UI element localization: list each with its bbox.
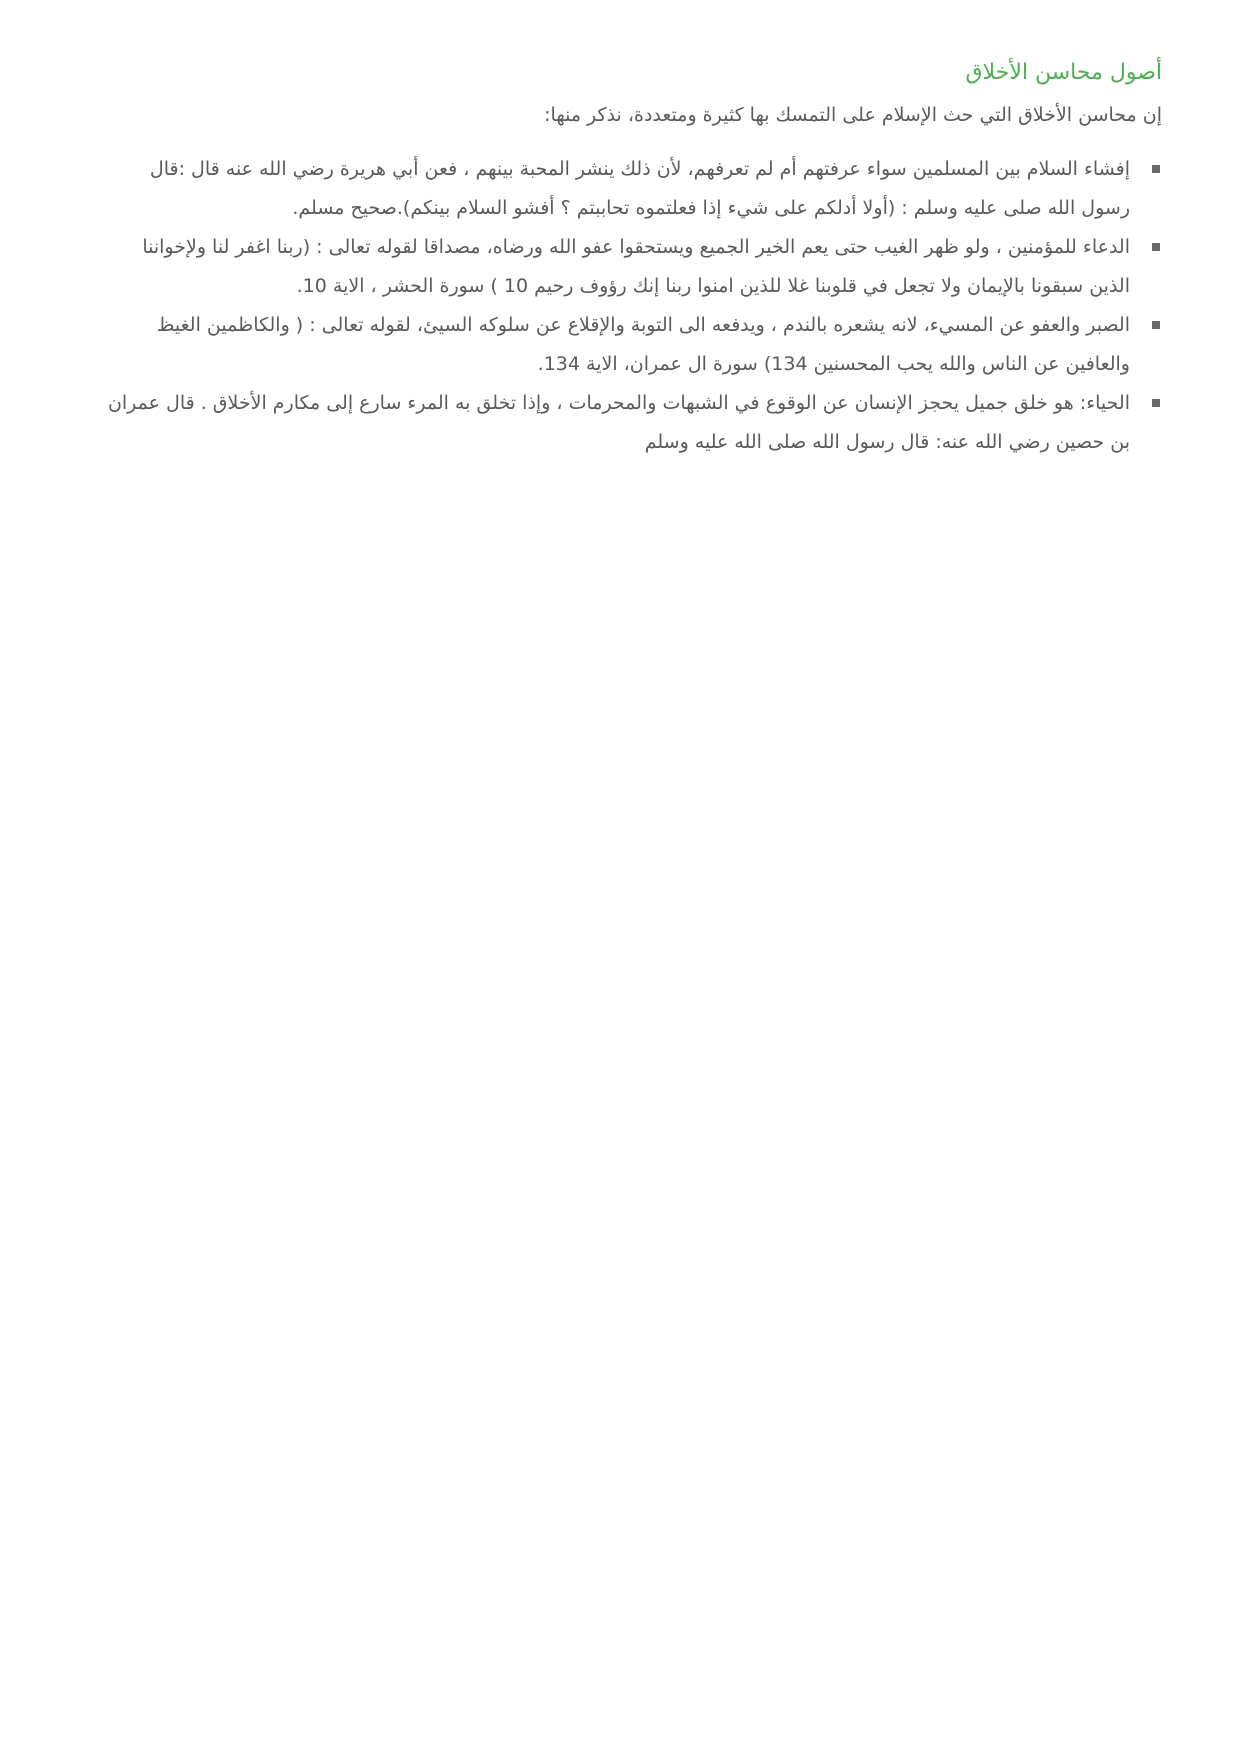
list-item-text: الحياء: هو خلق جميل يحجز الإنسان عن الوقوع في الشبهات والمحرمات ، وإذا تخلق به المرء سارع إلى مكارم الأخلاق . قال عمران بن حصين رضي الله عنه: قال رسول الله صلى الله عليه وسلم: [107, 392, 1130, 453]
intro-paragraph: إن محاسن الأخلاق التي حث الإسلام على التمسك بها كثيرة ومتعددة، نذكر منها:: [544, 104, 1162, 126]
section-title: أصول محاسن الأخلاق: [965, 60, 1162, 85]
list-item-text: إفشاء السلام بين المسلمين سواء عرفتهم أم لم تعرفهم، لأن ذلك ينشر المحبة بينهم ، فعن أبي هريرة رضي الله عنه قال :قال رسول الله صلى عليه وسلم : (أولا أدلكم على شيء إذا فعلتموه تحاببتم ؟ أفشو السلام بينكم).صحيح مسلم.: [149, 158, 1130, 219]
square-bullet-icon: [1152, 243, 1160, 251]
bullet-list: [100, 150, 1162, 462]
list-item: [100, 384, 1162, 462]
list-item: [100, 228, 1162, 306]
list-item: [100, 150, 1162, 228]
list-item-text: الدعاء للمؤمنين ، ولو ظهر الغيب حتى يعم الخير الجميع ويستحقوا عفو الله ورضاه، مصداقا لقوله تعالى : (ربنا اغفر لنا ولإخواننا الذين سبقونا بالإيمان ولا تجعل في قلوبنا غلا للذين امنوا ربنا إنك رؤوف رحيم 10 ) سورة الحشر ، الاية 10.: [142, 236, 1130, 297]
list-item: [100, 306, 1162, 384]
square-bullet-icon: [1152, 165, 1160, 173]
square-bullet-icon: [1152, 321, 1160, 329]
square-bullet-icon: [1152, 399, 1160, 407]
list-item-text: الصبر والعفو عن المسيء، لانه يشعره بالندم ، ويدفعه الى التوبة والإقلاع عن سلوكه السيئ، لقوله تعالى : ( والكاظمين الغيظ والعافين عن الناس والله يحب المحسنين 134) سورة ال عمران، الاية 134.: [156, 314, 1130, 375]
